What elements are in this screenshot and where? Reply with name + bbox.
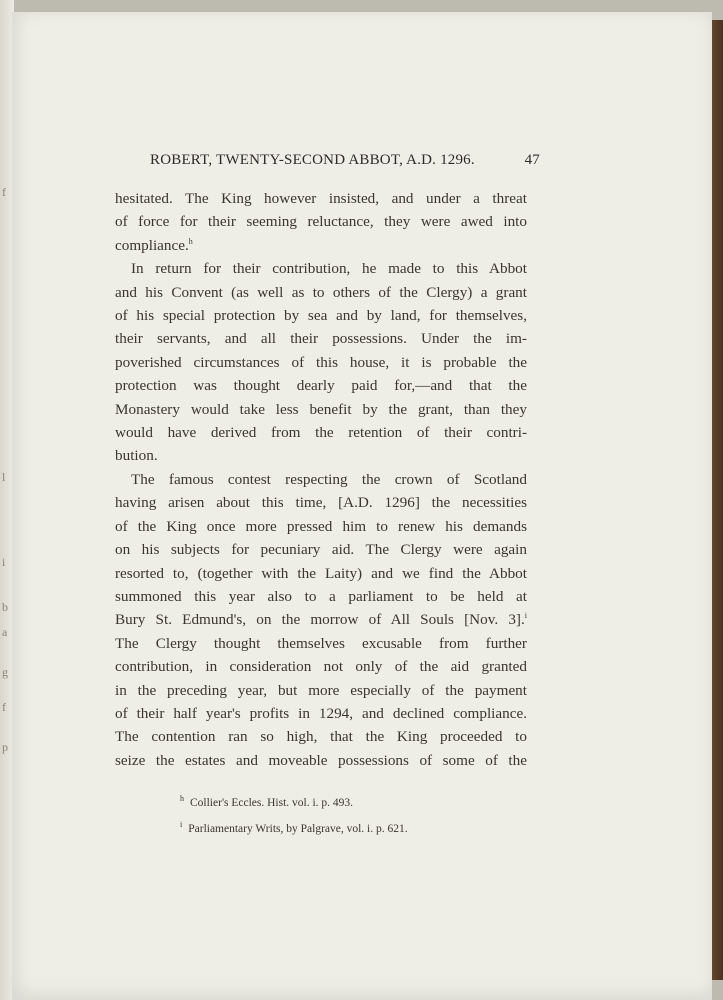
text-line: on his subjects for pecuniary aid. The Clergy were again: [115, 541, 527, 559]
text-line: resorted to, (together with the Laity) and we find the Abbot: [115, 564, 527, 582]
text-line: contribution, in consideration not only of the aid granted: [115, 658, 527, 676]
text-line: The famous contest respecting the crown of Scotland: [131, 470, 527, 488]
text-line: of his special protection by sea and by land, for themselves,: [115, 307, 527, 325]
text-line: The contention ran so high, that the King proceeded to: [115, 728, 527, 746]
bleed-glyph: l: [2, 470, 6, 484]
bleed-glyph: i: [2, 555, 6, 569]
bleed-glyph: a: [2, 625, 8, 639]
footnote-reference: i: [524, 611, 527, 621]
text-line: In return for their contribution, he made to this Abbot: [131, 260, 527, 278]
footnote-reference: h: [188, 236, 193, 246]
text-line: of force for their seeming reluctance, they were awed into: [115, 213, 527, 231]
text-line: having arisen about this time, [A.D. 1296] the necessities: [115, 494, 527, 512]
bleed-glyph: f: [2, 700, 6, 714]
text-line: The Clergy thought themselves excusable from further: [115, 634, 527, 652]
bleed-glyph: g: [2, 665, 8, 679]
text-line: their servants, and all their possessions. Under the im-: [115, 330, 527, 348]
footnote-text: Parliamentary Writs, by Palgrave, vol. i. p. 621.: [188, 822, 408, 835]
text-line: of the King once more pressed him to renew his demands: [115, 517, 527, 535]
footnote: [180, 788, 540, 814]
text-line: Bury St. Edmund's, on the morrow of All Souls [Nov. 3].$^i$: [115, 611, 527, 629]
running-title: ROBERT, TWENTY-SECOND ABBOT, A.D. 1296.: [150, 152, 475, 168]
text-line: of their half year's profits in 1294, and declined compliance.: [115, 704, 527, 722]
text-line: Monastery would take less benefit by the grant, than they: [115, 400, 527, 418]
footnote-mark: i: [180, 819, 183, 829]
footnote-text: Collier's Eccles. Hist. vol. i. p. 493.: [190, 796, 354, 809]
bleed-glyph: f: [2, 185, 6, 199]
text-line: and his Convent (as well as to others of the Clergy) a grant: [115, 283, 527, 301]
text-line: summoned this year also to a parliament to be held at: [115, 587, 527, 605]
bleed-glyph: p: [2, 740, 8, 754]
footnote-mark: h: [180, 794, 184, 803]
book-page: [12, 12, 712, 1000]
text-line: protection was thought dearly paid for,—and that the: [115, 377, 527, 395]
body-text: [115, 187, 527, 772]
text-line: seize the estates and moveable possessions of some of the: [115, 751, 527, 769]
bleed-glyph: b: [2, 600, 8, 614]
text-line: bution.: [115, 447, 158, 465]
text-line: hesitated. The King however insisted, and under a threat: [115, 190, 527, 207]
text-line: in the preceding year, but more especially of the payment: [115, 681, 527, 699]
page-number: 47: [524, 152, 540, 168]
running-header: [150, 152, 540, 169]
text-line: would have derived from the retention of their contri-: [115, 424, 527, 442]
text-line: compliance.$^h$: [115, 236, 193, 254]
text-line: poverished circumstances of this house, it is probable the: [115, 353, 527, 371]
footnote: [180, 814, 540, 840]
footnotes: [180, 788, 540, 840]
